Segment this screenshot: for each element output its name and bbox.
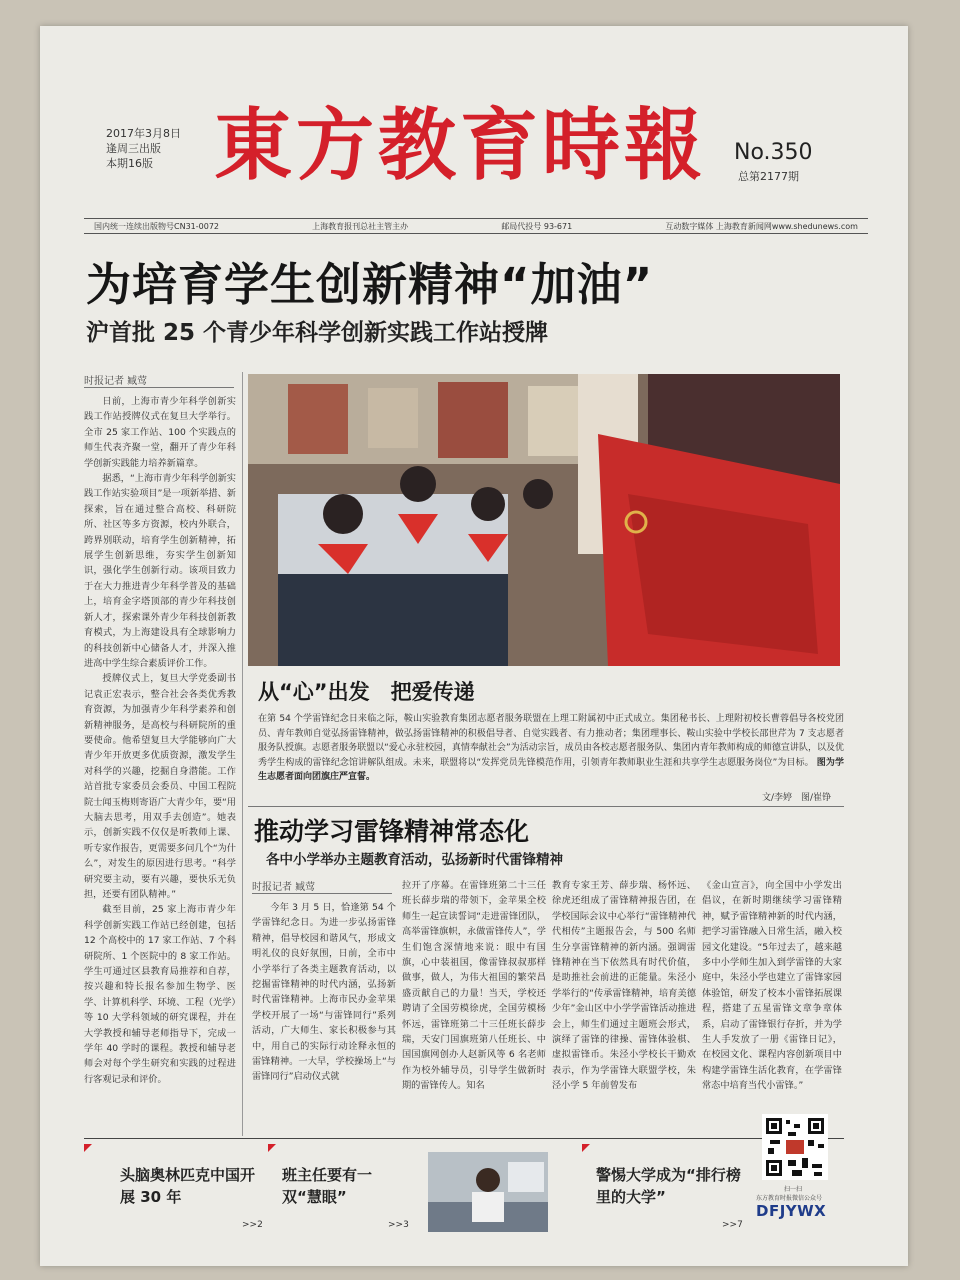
- teaser-title: 班主任要有一双“慧眼”: [282, 1166, 373, 1206]
- section-rule: [248, 806, 844, 807]
- photo-feature-text: [258, 712, 844, 785]
- red-corner-mark: [582, 1144, 590, 1152]
- article2-text: 今年 3 月 5 日，恰逢第 54 个学雷锋纪念日。为进一步弘扬雷锋精神，倡导校园和谐风气，形成文明礼仪的良好氛围，日前，全市中小学举行了各类主题教育活动，以挖掘雷锋精神的时代内涵，弘扬新时代雷锋精神。上海市民办金苹果学校开展了一场“与雷锋同行”系列活动，广大师生、家长积极参与其中，用自己的实际行动诠释永恒的雷锋精神。一大早，学校操场上“与雷锋同行”启动仪式就: [252, 902, 396, 1083]
- sponsor: 上海教育报刊总社主管主办: [312, 222, 409, 231]
- column-divider: [242, 372, 243, 1136]
- article2-text: 《金山宣言》，向全国中小学发出倡议，在新时期继续学习雷锋精神，赋予雷锋精神新的时代内涵，把学习雷锋融入日常生活，融入校园文化建设。“5年过去了，越来越多中小学师生加入到学雷锋的大家庭中，朱泾小学也建立了雷锋家园体验馆，研发了校本小雷锋拓展课程，搭建了五星雷锋文章争章体系，启动了雷锋银行存折，并为学生人手发放了一册《雷锋日记》，在校园文化、课程内容创新项目中构建学雷锋生活化教育，在学雷锋常态中培育当代小雷锋。”: [702, 880, 842, 1092]
- article2-col-3: [552, 878, 696, 1136]
- teaser-page-ref: >>2: [242, 1220, 263, 1230]
- photo-credit: 文/李婷 图/崔铮: [762, 793, 832, 803]
- issue-number: No.350: [734, 140, 813, 165]
- article2-headline: 推动学习雷锋精神常态化: [254, 817, 530, 846]
- lead-subhead: 沪首批 25 个青少年科学创新实践工作站授牌: [86, 320, 549, 346]
- article2-col-4: [702, 878, 842, 1136]
- qr-code-icon[interactable]: [762, 1114, 828, 1180]
- qr-note: 扫一扫: [784, 1186, 803, 1193]
- lead-paragraph: 截至目前，25 家上海市青少年科学创新实践工作站已经创建，包括 12 个高校中的 17 家工作站、7 个科研院所、1 个医院中的 8 家工作站。学生可通过区县教育局推荐和自荐，按兴趣和特长报名参加生物学、医学、计算机科学、环境、工程（光学）等 10 大学科领域的研究课程，并在大学教授和辅导老师指导下，完成一学年 40 学时的课程。教授和辅导老师会对每个学生研究和实践的过程进行客观记录和评价。: [84, 904, 236, 1085]
- feature-photo: [248, 374, 840, 666]
- byline-rule: [84, 387, 234, 388]
- lead-paragraph: 日前，上海市青少年科学创新实践工作站授牌仪式在复旦大学举行。全市 25 家工作站、100 个实践点的师生代表齐聚一堂，翻开了青少年科学创新实践能力培养新篇章。: [84, 396, 236, 469]
- postal-code: 邮局代投号 93-671: [501, 222, 573, 231]
- teaser-top-rule: [84, 1138, 844, 1139]
- teaser-page-ref: >>7: [722, 1220, 743, 1230]
- article2-byline: 时报记者 臧莺: [252, 882, 316, 893]
- teacher-photo: [428, 1152, 548, 1232]
- article2-col-1: [252, 900, 396, 1136]
- teaser-3[interactable]: [582, 1144, 752, 1244]
- cn-number: 国内统一连续出版物号CN31-0072: [94, 222, 219, 231]
- qr-block: [756, 1114, 848, 1244]
- masthead-title: 東方教育時報: [213, 100, 706, 191]
- article2-subhead: 各中小学举办主题教育活动，弘扬新时代雷锋精神: [266, 852, 563, 868]
- lead-byline: 时报记者 臧莺: [84, 376, 148, 387]
- qr-brand: DFJYWX: [756, 1202, 827, 1220]
- article2-col-2: [402, 878, 546, 1136]
- teaser-page-ref: >>3: [388, 1220, 409, 1230]
- teaser-title: 头脑奥林匹克中国开展 30 年: [120, 1166, 256, 1206]
- teaser-title: 警惕大学成为“排行榜里的大学”: [596, 1166, 741, 1206]
- photo-feature-title: 从“心”出发 把爱传递: [258, 680, 475, 704]
- lead-headline: 为培育学生创新精神“加油”: [86, 258, 654, 311]
- students-oath-photo: [248, 374, 840, 666]
- photo-caption: 图为学生志愿者面向团旗庄严宣誓。: [258, 757, 844, 782]
- byline-rule: [252, 893, 392, 894]
- lead-body: [84, 394, 236, 1134]
- lead-paragraph: 授牌仪式上，复旦大学党委副书记袁正宏表示，整合社会各类优秀教育资源，为加强青少年科学素养和创新精神服务，是高校与科研院所的重要使命。他希望复旦大学能够向广大青少年开放更多优质资源，激发学生对科学的兴趣，挖掘自身潜能。工作站首批专家委员会委员、中国工程院院士闻玉梅则寄语广大青少年，要“用大脑去思考，用双手去创造”。她表示，创新实践不仅仅是听教师上课、听专家作报告，更需要多问几个“为什么”，对发生的原因进行思考。“科学研究要主动，要有兴趣，要快乐无负担，还要有团队精神。”: [84, 673, 236, 900]
- issue-date: 2017年3月8日: [106, 127, 181, 140]
- issue-info: [106, 126, 181, 171]
- photo-feature-body: 在第 54 个学雷锋纪念日来临之际，鞍山实验教育集团志愿者服务联盟在上理工附属初中正式成立。集团秘书长、上理附初校长曹蓉倡导各校党团员、青年教师自觉弘扬雷锋精神，做弘扬雷锋精神的积极倡导者、自觉实践者、有力推动者；集团理事长、鞍山实验中学校长邵世芹为 7 支志愿者服务队授旗。志愿者服务联盟以“爱心永驻校园，真情奉献社会”为活动宗旨，成员由各校志愿者服务队、集团内青年教师构成的师德宣讲队，以及优秀学生构成的雷锋纪念馆讲解队组成。未来，联盟将以“发挥党员先锋模范作用，引领青年教师职业生涯和共享学生志愿服务岗位”为目标。: [258, 714, 844, 768]
- teaser-2[interactable]: [268, 1144, 578, 1244]
- lead-paragraph: 据悉，“上海市青少年科学创新实践工作站实验项目”是一项新举措、新探索，旨在通过整合高校、科研院所、社区等多方资源，校内外联合，跨界别联动，培育学生创新精神，拓展学生创新思维，夯实学生创新知识，强化学生创新行动。该项目致力于在大力推进青少年科学普及的基础上，培育金字塔顶部的青少年科技创新人才，探索课外青少年科技创新教育模式，为上海建设具有全球影响力的科技创新中心储备人才，并深入推进高中学生综合素质评价工作。: [84, 473, 236, 669]
- issue-frequency: 逢周三出版: [106, 142, 161, 155]
- article2-text: 拉开了序幕。在雷锋班第二十三任班长薛步瑞的带领下，金苹果全校师生一起宣读誓词“走进雷锋团队，高举雷锋旗帜，永做雷锋传人”，学生们饱含深情地来说：眼中有国旗，心中装祖国，像雷锋叔叔那样做事，做人，为伟大祖国的繁荣昌盛贡献自己的力量！当天，学校还聘请了全国劳模徐虎，全国劳模杨怀远，雷锋班第二十三任班长薛步瑞，天安门国旗班第八任班长、中国国旗网创办人赵新风等 6 名老师作为校外辅导员，引导学生做新时期的雷锋传人。知名: [402, 880, 546, 1092]
- teaser-1[interactable]: [84, 1144, 264, 1244]
- qr-sub: 东方教育时报微信公众号: [756, 1195, 823, 1202]
- article2-text: 教育专家王芳、薛步瑞、杨怀远、徐虎还组成了雷锋精神报告团，在学校国际会议中心举行“雷锋精神代代相传”主题报告会，与 500 名师生分享雷锋精神的新内涵。强调雷锋精神在当下依然具有时代价值，是助推社会前进的正能量。朱泾小学举行的“传承雷锋精神，培育美德少年”金山区中小学学雷锋活动推进会上，师生们通过主题班会形式，演绎了雷锋的律操、雷锋体验棋、虚拟雷锋币。朱泾小学校长干勤欢表示，作为学雷锋大联盟学校，朱泾小学 5 年前曾发布: [552, 880, 696, 1092]
- issue-pages: 本期16版: [106, 157, 153, 170]
- red-corner-mark: [268, 1144, 276, 1152]
- red-corner-mark: [84, 1144, 92, 1152]
- total-issue: 总第2177期: [738, 170, 799, 183]
- newspaper-page: [40, 26, 908, 1266]
- info-bar: [84, 218, 868, 234]
- website: 互动数字媒体 上海教育新闻网www.shedunews.com: [665, 222, 858, 231]
